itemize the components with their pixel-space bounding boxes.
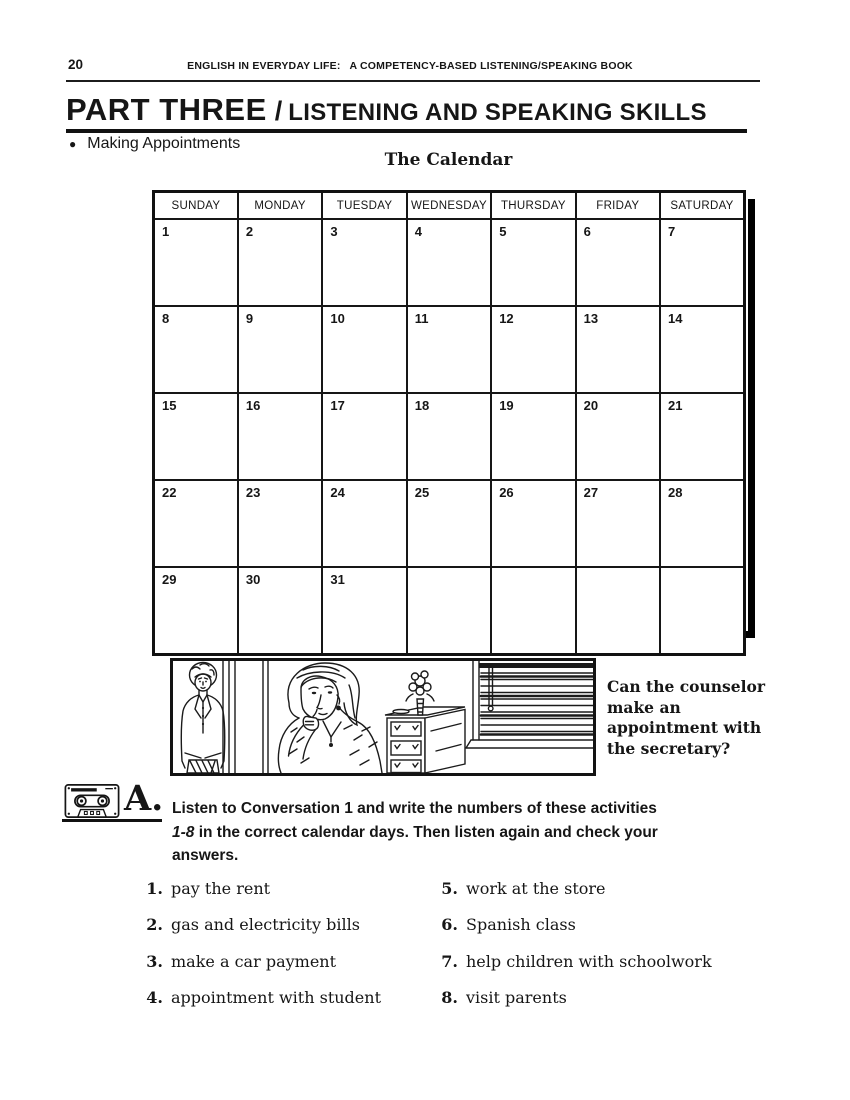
day-number: 12: [499, 311, 514, 326]
day-number: 29: [162, 572, 177, 587]
day-number: 11: [414, 311, 429, 326]
activity-text: work at the store: [466, 879, 606, 898]
calendar-day-cell: [154, 480, 238, 567]
calendar-day-cell: [407, 219, 491, 306]
day-number: [493, 579, 499, 582]
activity-number: 7.: [441, 951, 458, 971]
activity-text: help children with schoolwork: [466, 951, 712, 971]
day-header-sunday: SUNDAY: [154, 192, 238, 220]
calendar-day-cell: [660, 219, 744, 306]
calendar-day-cell: [322, 219, 406, 306]
part-title-subtitle: LISTENING AND SPEAKING SKILLS: [288, 99, 707, 126]
day-number: 19: [499, 398, 514, 413]
activity-text: pay the rent: [171, 879, 271, 898]
calendar-day-cell: [576, 306, 660, 393]
day-number: 2: [245, 224, 254, 239]
day-number: 27: [583, 485, 599, 500]
calendar-day-cell: [576, 219, 660, 306]
calendar-day-cell: [322, 306, 406, 393]
day-number: 24: [330, 485, 345, 500]
instruction-range: 1-8: [172, 823, 195, 841]
calendar-day-cell: [660, 306, 744, 393]
calendar-day-cell: [491, 393, 575, 480]
day-number: 26: [499, 485, 514, 500]
activity-text: Spanish class: [466, 915, 576, 935]
activity-text: gas and electricity bills: [171, 915, 360, 935]
day-number: 6: [583, 224, 591, 239]
calendar-day-cell: [491, 567, 575, 655]
cassette-tape-icon: [63, 782, 121, 820]
day-number: 16: [245, 398, 261, 413]
day-number: 22: [162, 485, 177, 500]
calendar-day-cell: [322, 480, 406, 567]
day-number: [578, 579, 584, 582]
calendar-day-cell: [154, 567, 238, 655]
calendar-day-cell: [154, 393, 238, 480]
day-number: 13: [583, 311, 599, 326]
calendar-week-row: [154, 393, 745, 480]
day-number: 3: [330, 224, 338, 239]
day-number: 18: [414, 398, 430, 413]
calendar-day-cell: [407, 567, 491, 655]
calendar-day-cell: [238, 219, 322, 306]
caption-line: appointment with: [607, 718, 762, 737]
activity-item: [146, 952, 426, 988]
part-title: [66, 92, 707, 128]
activity-number: 5.: [441, 879, 458, 898]
day-number: 31: [330, 572, 345, 587]
exercise-label: A.: [124, 778, 164, 819]
activity-number: 3.: [146, 951, 163, 971]
activity-item: [441, 879, 741, 915]
day-number: [409, 579, 415, 582]
day-number: 21: [668, 398, 683, 413]
calendar-day-cell: [576, 393, 660, 480]
day-header-thursday: THURSDAY: [491, 192, 575, 220]
instruction-text: [172, 797, 762, 868]
day-header-tuesday: TUESDAY: [322, 192, 406, 220]
activity-text: appointment with student: [171, 988, 381, 1008]
calendar-header-row: [154, 192, 745, 220]
calendar: [152, 190, 746, 656]
calendar-day-cell: [491, 306, 575, 393]
activity-number: 2.: [146, 915, 163, 935]
calendar-day-cell: [238, 306, 322, 393]
calendar-day-cell: [407, 480, 491, 567]
activity-text: make a car payment: [171, 951, 337, 971]
activities-list-left: [146, 879, 426, 1025]
day-number: 1: [162, 224, 170, 239]
day-number: 20: [583, 398, 599, 413]
day-header-wednesday: WEDNESDAY: [407, 192, 491, 220]
bullet-dot-icon: ●: [69, 137, 77, 151]
activity-number: 8.: [441, 988, 458, 1008]
calendar-table: [152, 190, 746, 656]
doorway-lines: [223, 661, 268, 773]
topic-label: Making Appointments: [87, 135, 241, 152]
calendar-day-cell: [238, 480, 322, 567]
activity-item: [146, 988, 426, 1024]
day-number: 5: [499, 224, 507, 239]
calendar-day-cell: [238, 393, 322, 480]
activity-number: 4.: [146, 988, 163, 1008]
page-number: 20: [68, 57, 84, 72]
counselor-figure: [278, 663, 382, 773]
calendar-week-row: [154, 567, 745, 655]
instruction-line: [172, 821, 762, 845]
day-number: 9: [245, 311, 254, 326]
calendar-day-cell: [660, 393, 744, 480]
day-number: 14: [668, 311, 683, 326]
instruction-line-rest: in the correct calendar days. Then listen again and check your: [194, 823, 658, 841]
activity-number: 1.: [146, 879, 163, 898]
caption-line: Can the counselor: [607, 677, 766, 696]
day-number: 17: [330, 398, 345, 413]
office-scene-illustration: [170, 658, 596, 776]
secretary-figure: [181, 663, 224, 774]
activity-number: 6.: [441, 915, 458, 935]
calendar-day-cell: [576, 480, 660, 567]
calendar-title: The Calendar: [384, 150, 513, 170]
activity-item: [441, 988, 741, 1024]
calendar-day-cell: [660, 480, 744, 567]
day-header-saturday: SATURDAY: [660, 192, 744, 220]
running-header: ENGLISH IN EVERYDAY LIFE: A COMPETENCY-BASED LISTENING/SPEAKING BOOK: [187, 60, 633, 72]
calendar-day-cell: [576, 567, 660, 655]
title-underline: [66, 129, 747, 133]
calendar-day-cell: [154, 219, 238, 306]
activity-text: visit parents: [466, 988, 567, 1008]
day-header-friday: FRIDAY: [576, 192, 660, 220]
day-number: [662, 579, 668, 582]
activity-item: [441, 952, 741, 988]
calendar-day-cell: [491, 480, 575, 567]
illustration-caption: [607, 677, 765, 759]
day-number: 23: [245, 485, 261, 500]
activity-item: [441, 915, 741, 951]
day-number: 7: [668, 224, 676, 239]
part-title-separator: /: [274, 96, 283, 126]
calendar-week-row: [154, 480, 745, 567]
window-blinds: [466, 661, 593, 748]
calendar-shadow-right: [748, 199, 755, 636]
calendar-day-cell: [407, 306, 491, 393]
calendar-week-row: [154, 306, 745, 393]
office-scene-drawing: [173, 661, 593, 773]
day-number: 28: [668, 485, 683, 500]
part-title-main: PART THREE: [66, 92, 267, 127]
calendar-day-cell: [322, 393, 406, 480]
day-number: 25: [414, 485, 430, 500]
activity-item: [146, 915, 426, 951]
activities-list-right: [441, 879, 741, 1025]
instruction-line: answers.: [172, 847, 239, 864]
day-number: 10: [330, 311, 345, 326]
day-number: 4: [414, 224, 422, 239]
calendar-day-cell: [154, 306, 238, 393]
calendar-day-cell: [407, 393, 491, 480]
day-number: 8: [162, 311, 170, 326]
calendar-week-row: [154, 219, 745, 306]
day-number: 30: [245, 572, 261, 587]
caption-line: make an: [607, 697, 681, 717]
file-cabinet: [385, 707, 465, 773]
header-rule: [66, 80, 760, 82]
day-header-monday: MONDAY: [238, 192, 322, 220]
day-number: 15: [162, 398, 177, 413]
caption-line: the secretary?: [607, 738, 731, 758]
calendar-day-cell: [660, 567, 744, 655]
calendar-day-cell: [322, 567, 406, 655]
activity-item: [146, 879, 426, 915]
exercise-underline: [62, 819, 162, 822]
calendar-day-cell: [491, 219, 575, 306]
calendar-day-cell: [238, 567, 322, 655]
instruction-line: Listen to Conversation 1 and write the numbers of these activities: [172, 800, 657, 817]
